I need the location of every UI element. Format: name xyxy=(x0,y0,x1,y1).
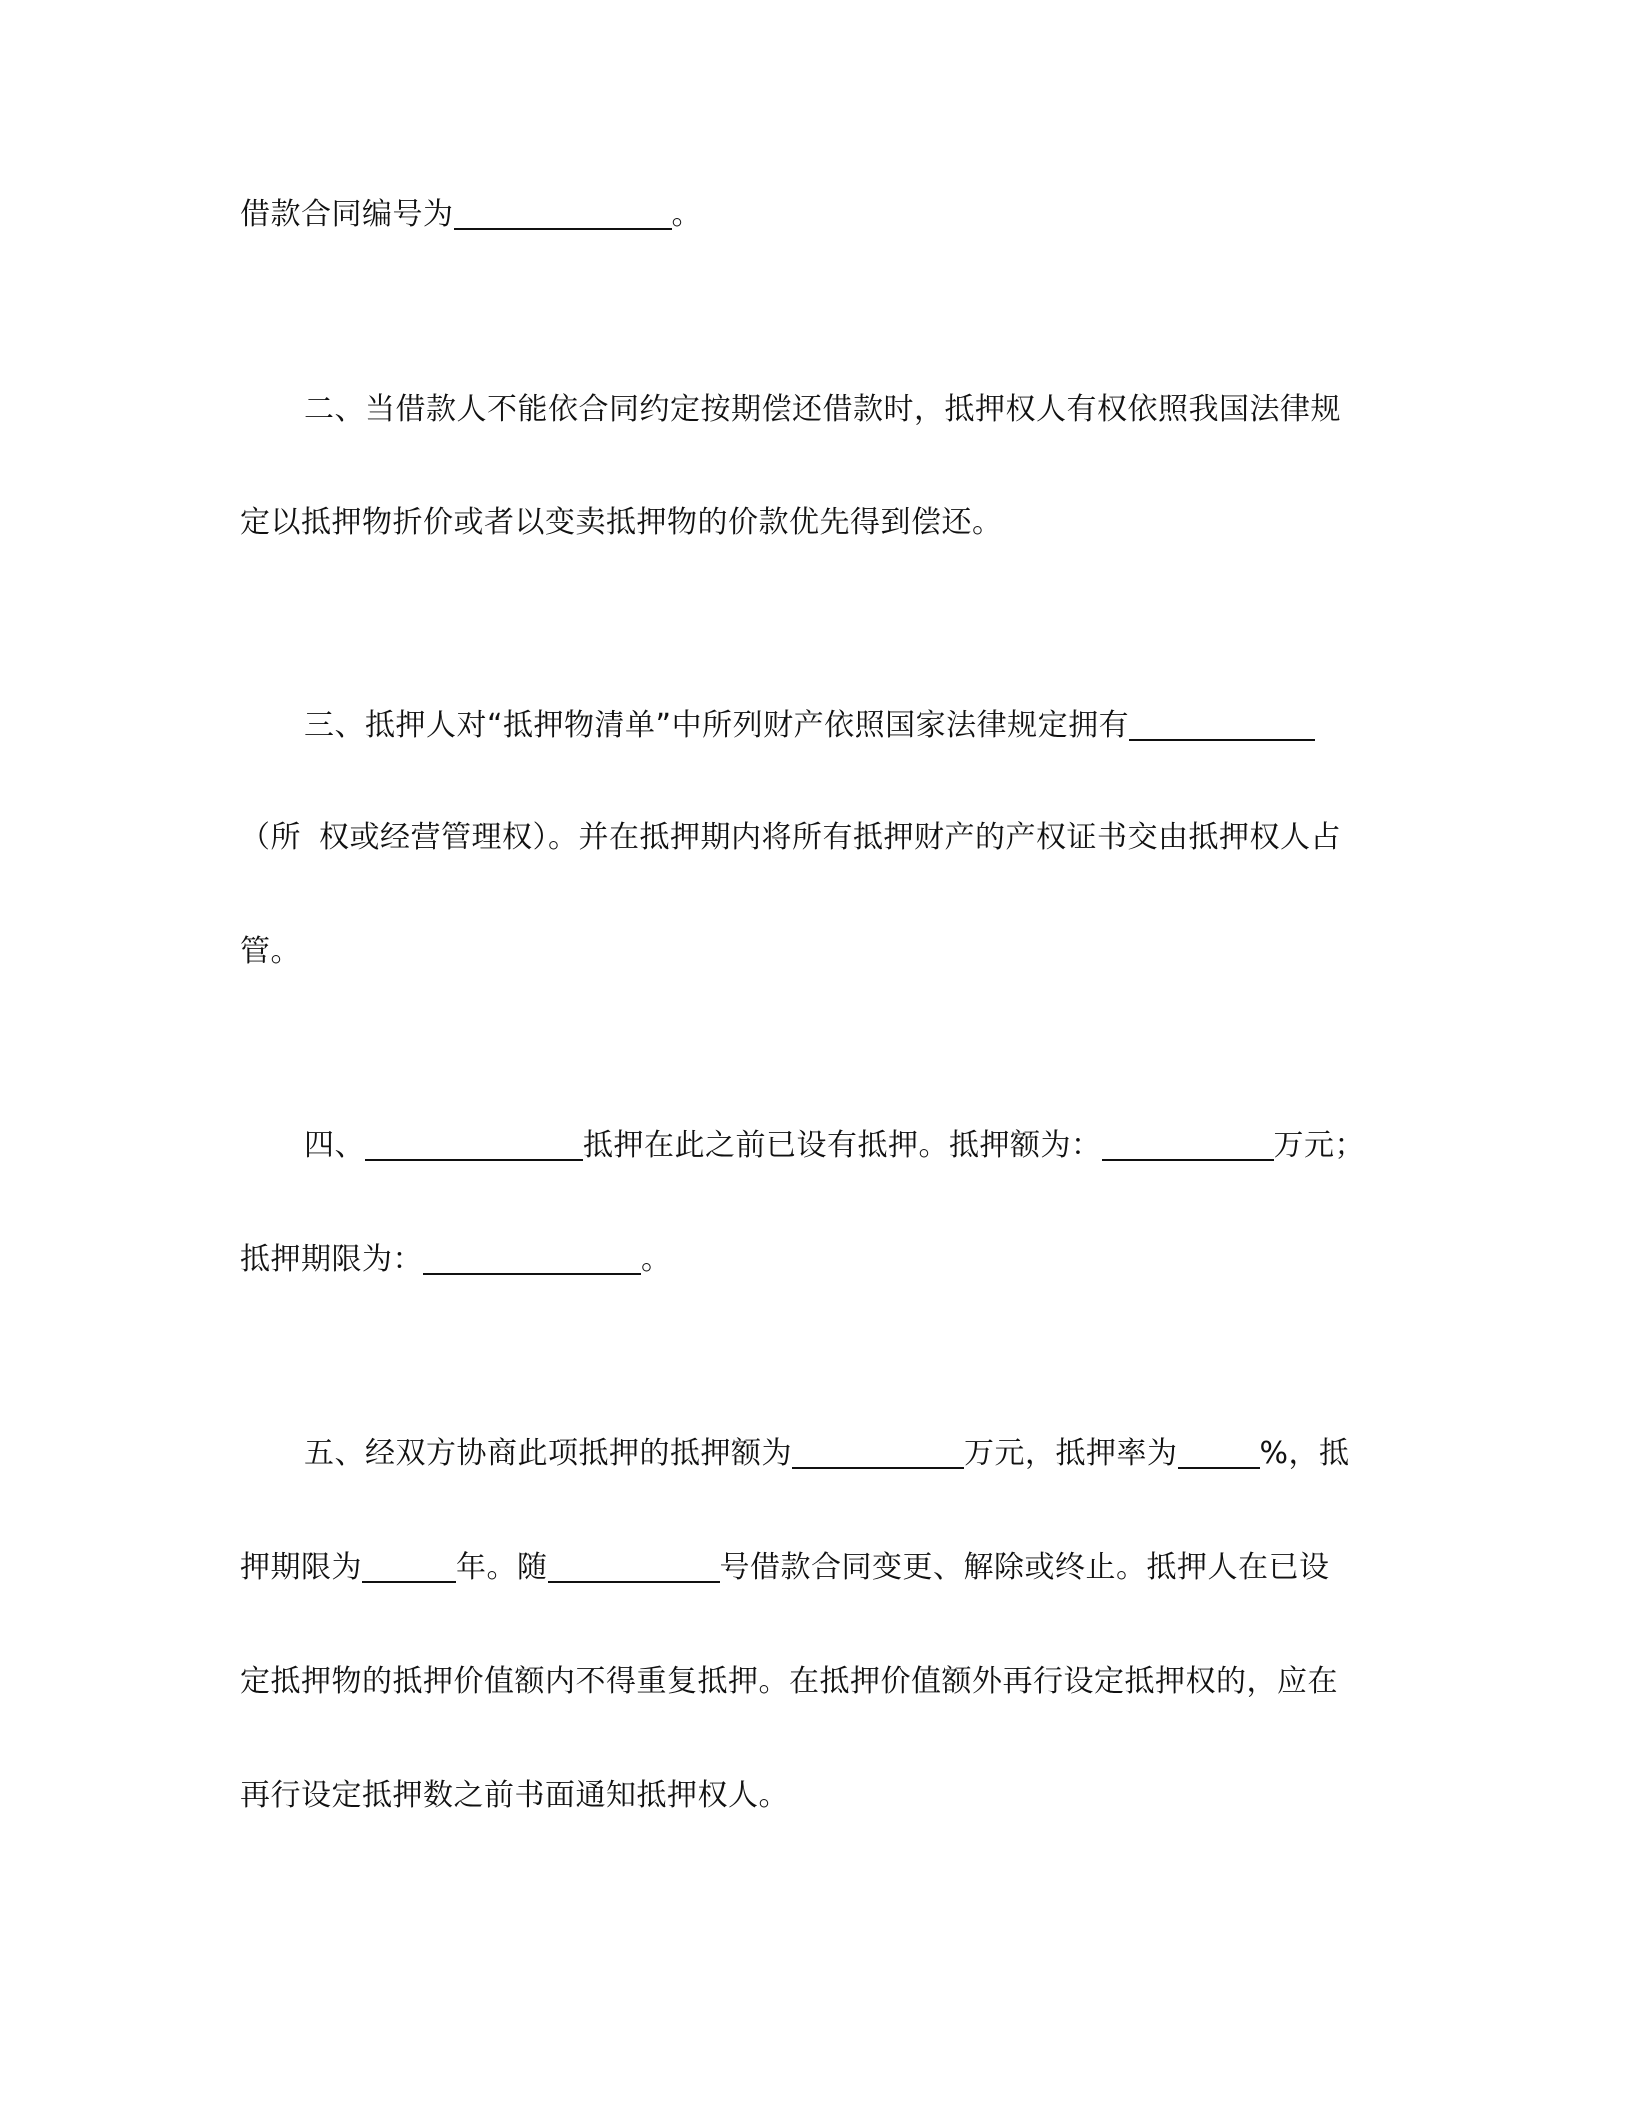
prior-term-blank[interactable] xyxy=(423,1243,641,1275)
clause2-line2: 定以抵押物折价或者以变卖抵押物的价款优先得到偿还。 xyxy=(240,505,1003,540)
clause5-line2 xyxy=(240,1548,1390,1588)
mortgage-rate-blank[interactable] xyxy=(1178,1437,1260,1469)
clause4-line1-b: 抵押在此之前已设有抵押。抵押额为： xyxy=(583,1128,1102,1163)
clause4-line1-a: 四、 xyxy=(304,1128,365,1163)
prior-amount-blank[interactable] xyxy=(1102,1129,1274,1161)
clause3-line2-a: （所 xyxy=(240,820,301,855)
loan-contract-number-blank[interactable] xyxy=(548,1551,720,1583)
clause4-line2-a: 抵押期限为： xyxy=(240,1242,423,1277)
mortgage-term-years-blank[interactable] xyxy=(362,1551,456,1583)
clause4-line1-c: 万元； xyxy=(1273,1128,1365,1163)
mortgage-amount-blank[interactable] xyxy=(792,1437,964,1469)
clause1-text-b: 。 xyxy=(671,197,702,232)
clause3-line2-b: 权或经营管理权）。并在抵押期内将所有抵押财产的产权证书交由抵押权人占 xyxy=(319,820,1341,855)
clause5-line2-b: 年。随 xyxy=(456,1550,548,1585)
clause3-line1 xyxy=(304,706,1390,746)
clause5-line2-a: 押期限为 xyxy=(240,1550,362,1585)
ownership-type-blank[interactable] xyxy=(1129,709,1315,741)
clause1-line xyxy=(240,195,1390,235)
clause5-line1 xyxy=(304,1434,1390,1474)
clause4-line2-b: 。 xyxy=(641,1242,672,1277)
clause2-line1: 二、当借款人不能依合同约定按期偿还借款时，抵押权人有权依照我国法律规 xyxy=(304,392,1341,427)
clause5-line3: 定抵押物的抵押价值额内不得重复抵押。在抵押价值额外再行设定抵押权的，应在 xyxy=(240,1664,1338,1699)
contract-number-blank[interactable] xyxy=(454,198,672,230)
clause4-line2 xyxy=(240,1240,1390,1280)
clause5-line4: 再行设定抵押数之前书面通知抵押权人。 xyxy=(240,1778,789,1813)
prior-mortgage-blank[interactable] xyxy=(365,1129,583,1161)
clause5-line1-b: 万元，抵押率为 xyxy=(964,1436,1178,1471)
clause5-line1-a: 五、经双方协商此项抵押的抵押额为 xyxy=(304,1436,792,1471)
clause5-line2-c: 号借款合同变更、解除或终止。抵押人在已设 xyxy=(719,1550,1330,1585)
clause3-line3: 管。 xyxy=(240,934,301,969)
clause3-line2 xyxy=(240,818,1390,858)
clause3-line1-text: 三、抵押人对“抵押物清单”中所列财产依照国家法律规定拥有 xyxy=(304,708,1130,743)
clause1-text-a: 借款合同编号为 xyxy=(240,197,454,232)
clause4-line1 xyxy=(304,1126,1390,1166)
clause5-line1-c: %，抵 xyxy=(1259,1436,1350,1471)
